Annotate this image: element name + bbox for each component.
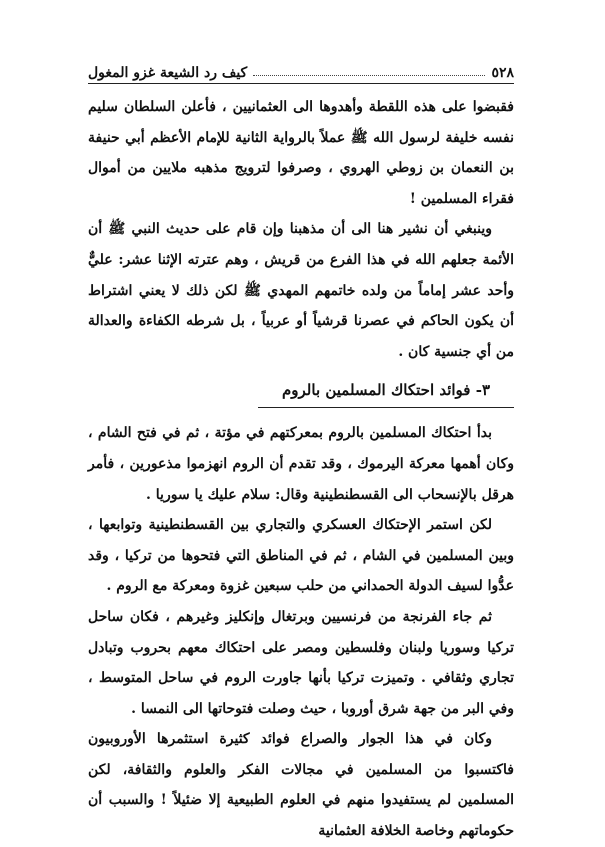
paragraph: وينبغي أن نشير هنا الى أن مذهبنا وإن قام على حديث النبي ﷺ أن الأئمة جعلهم الله في هذا الفرع من قريش ، وهم عترته الإثنا عشر: عليٌّ وأحد عشر إماماً من ولده خاتمهم المهدي ﷺ لكن ذلك لا يعني اشتراط أن يكون الحاكم في عصرنا قرشياً أو عربياً ، بل شرطه الكفاءة والعدالة من أي جنسية كان .: [88, 221, 514, 360]
paragraph: لكن استمر الإحتكاك العسكري والتجاري بين القسطنطينية وتوابعها ، وبين المسلمين في الشام ، ثم في المناطق التي فتحوها من تركيا ، وقد عدُّوا لسيف الدولة الحمداني من حلب سبعين غزوة ومعركة مع الروم .: [88, 517, 514, 595]
paragraph: بدأ احتكاك المسلمين بالروم بمعركتهم في مؤتة ، ثم في فتح الشام ، وكان أهمها معركة اليرموك ، وقد تقدم أن الروم انهزموا مذعورين ، فأمر هرقل بالإنسحاب الى القسطنطينية وقال: سلام عليك يا سوريا .: [88, 425, 514, 503]
paragraph: وكان في هذا الجوار والصراع فوائد كثيرة استثمرها الأوروبيون فاكتسبوا من المسلمين في مجالات الفكر والعلوم والثقافة، لكن المسلمين لم يستفيدوا منهم في العلوم الطبيعية إلا ضئيلاً ! والسبب أن حكوماتهم وخاصة الخلافة العثمانية: [88, 731, 514, 840]
running-header: [88, 55, 514, 84]
book-title: كيف رد الشيعة غزو المغول: [88, 65, 248, 81]
paragraph: فقبضوا على هذه اللقطة وأهدوها الى العثمانيين ، فأعلن السلطان سليم نفسه خليفة لرسول الله ﷺ عملاً بالرواية الثانية للإمام الأعظم أبي حنيفة بن النعمان بن زوطي الهروي ، وصرفوا لترويج مذهبه ملايين من أموال فقراء المسلمين !: [88, 99, 514, 207]
paragraph: ثم جاء الفرنجة من فرنسيين وبرتغال وإنكليز وغيرهم ، فكان ساحل تركيا وسوريا ولبنان وفلسطين ومصر على احتكاك معهم بحروب وتبادل تجاري وثقافي . وتميزت تركيا بأنها جاورت الروم في ساحل المتوسط ، وفي البر من جهة شرق أوروبا ، حيث وصلت فتوحاتها الى النمسا .: [88, 608, 514, 717]
page-number: ٥٢٨: [491, 65, 514, 81]
header-dotted-leader: [253, 74, 485, 76]
section-heading: [88, 375, 514, 408]
body-text: [88, 92, 514, 847]
section-heading-text: ٣- فوائد احتكاك المسلمين بالروم: [258, 375, 514, 408]
